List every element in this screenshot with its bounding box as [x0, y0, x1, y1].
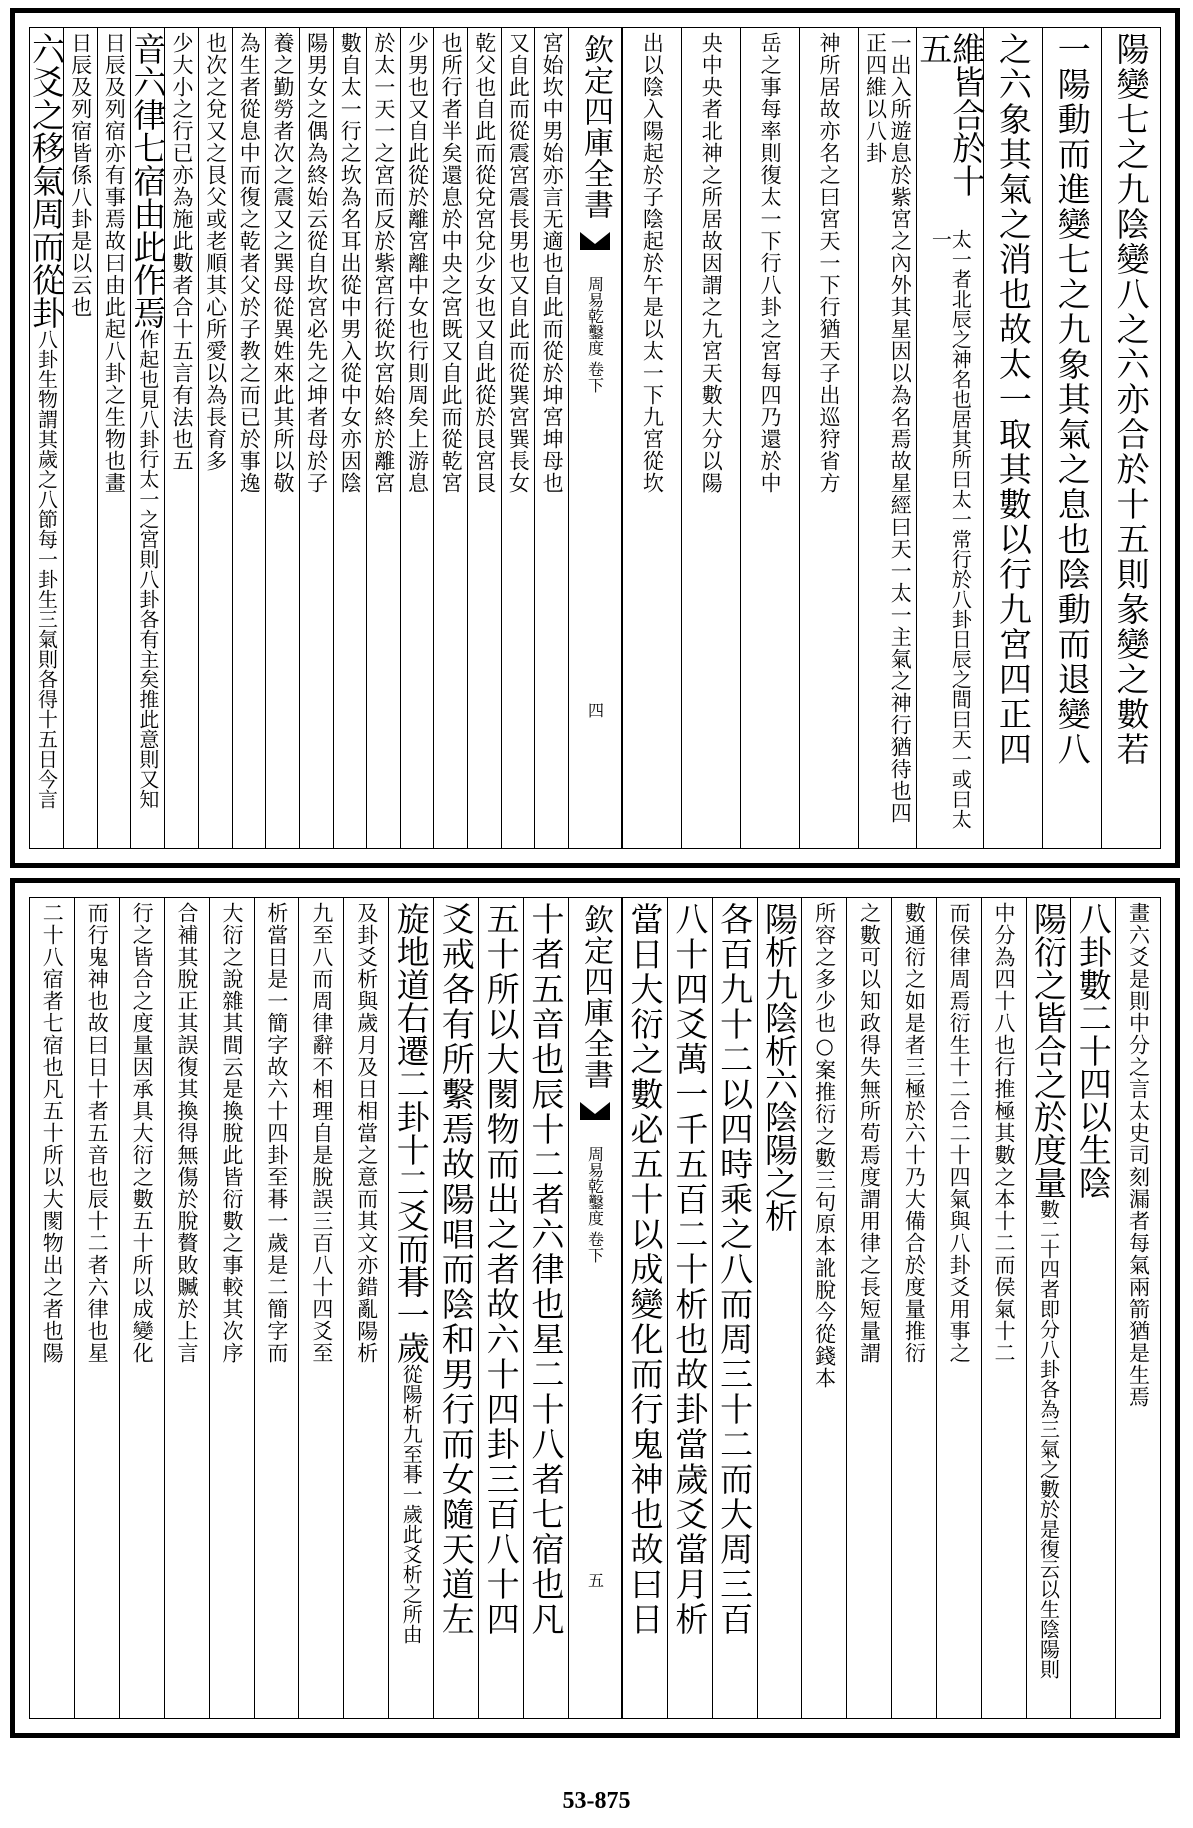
center-margin [568, 28, 622, 848]
text-column: 乾父也自此而從兌宮兌少女也又自此從於艮宮艮 [467, 28, 501, 848]
page-footer-number: 53-875 [562, 1788, 631, 1814]
page-frame [29, 897, 1161, 1719]
main-text: 陽衍之皆合之於度量 [1028, 902, 1068, 1199]
text-column: 五十所以大閡物而出之者故六十四卦三百八十四 [478, 898, 523, 1718]
left-half [30, 898, 568, 1718]
text-column: 央中央者北神之所居故因謂之九宮天數大分以陽 [681, 28, 740, 848]
text-column: 之六象其氣之消也故太一取其數以行九宮四正四 [983, 28, 1042, 848]
text-column: 少大小之行已亦為施此數者合十五言有法也五 [164, 28, 198, 848]
text-column [128, 28, 168, 848]
text-column: 而侯律周焉衍生十二合二十四氣與八卦爻用事之 [936, 898, 981, 1718]
text-column: 出以陰入陽起於子陰起於午是以太一下九宮從坎 [622, 28, 681, 848]
chapter-title: 周易乾鑿度 卷下 [585, 276, 605, 394]
text-column: 及卦爻析與歲月及日相當之意而其文亦錯亂陽析 [343, 898, 388, 1718]
page-frame [29, 27, 1161, 849]
text-column [1026, 898, 1071, 1718]
text-column: 宮始坎中男始亦言无適也自此而從於坤宮坤母也 [534, 28, 568, 848]
text-column: 也次之兌又之艮父或老順其心所愛以為長育多 [198, 28, 232, 848]
text-column [1070, 898, 1115, 1718]
fish-tail-mark-icon [580, 232, 610, 250]
text-column: 陽變七之九陰變八之六亦合於十五則彖變之數若 [1101, 28, 1160, 848]
text-column: 日辰及列宿亦有事焉故曰由此起八卦之生物也畫 [97, 28, 131, 848]
commentary-text: 從陽析九至朞一歲此爻析之所由 [399, 1364, 424, 1644]
main-text: 陽析九陰析六陰陽之析 [759, 902, 799, 1232]
text-column: 又自此而從震宮震長男也又自此而從巽宮巽長女 [501, 28, 535, 848]
text-column: 神所居故亦名之曰宮天一下行猶天子出巡狩省方 [799, 28, 858, 848]
text-column: 少男也又自此從於離宮離中女也行則周矣上游息 [400, 28, 434, 848]
commentary-text: 數二十四者即分八卦各為三氣之數於是復云以生陰陽則 [1036, 1199, 1061, 1679]
text-column: 而行鬼神也故曰日十者五音也辰十二者六律也星 [74, 898, 119, 1718]
text-column: 之數可以知政得失無所苟焉度謂用律之長短量謂 [846, 898, 891, 1718]
text-column: 數通衍之如是者三極於六十乃大備合於度量推衍 [891, 898, 936, 1718]
text-column: 養之勤勞者次之震又之巽母從異姓來此其所以敬 [265, 28, 299, 848]
text-column: 於太一天一之宮而反於紫宮行從坎宮始終於離宮 [366, 28, 400, 848]
page-number: 五 [585, 1572, 605, 1588]
commentary-text: 八卦生物謂其歲之八節每一卦生三氣則各得十五日今言 [34, 329, 59, 809]
text-column: 合補其脫正其誤復其換得無傷於脫贅敗贓於上言 [164, 898, 209, 1718]
page-bottom [10, 878, 1180, 1738]
book-title: 欽定四庫全書 [578, 34, 613, 220]
main-text: 六爻之移氣周而從卦 [27, 32, 67, 329]
text-column: 日辰及列宿皆係八卦是以云也 [63, 28, 97, 848]
text-column: 九至八而周律辭不相理自是脫誤三百八十四爻至 [298, 898, 343, 1718]
text-column: 爻戒各有所繫焉故陽唱而陰和男行而女隨天道左 [433, 898, 478, 1718]
text-column [388, 898, 433, 1718]
page-number: 四 [585, 702, 605, 718]
text-column: 中分為四十八也行推極其數之本十二而侯氣十二 [981, 898, 1026, 1718]
main-text: 八卦數二十四以生陰 [1073, 902, 1113, 1199]
commentary-text: 作起也見八卦行太一之宮則八卦各有主矣推此意則又知 [135, 329, 160, 809]
text-column: 大衍之說雜其間云是換脫此皆衍數之事較其次序 [209, 898, 254, 1718]
text-column: 數自太一行之坎為名耳出從中男入從中女亦因陰 [333, 28, 367, 848]
center-margin [568, 898, 622, 1718]
left-half [27, 28, 568, 848]
text-column: 陽男女之偶為終始云從自坎宮必先之坤者母於子 [299, 28, 333, 848]
text-column: 所容之多少也○案推衍之數三句原本訛脫今從錢本 [801, 898, 846, 1718]
text-column: 八十四爻萬一千五百二十析也故卦當歲爻當月析 [667, 898, 712, 1718]
text-column: 當日大衍之數必五十以成變化而行鬼神也故曰日 [622, 898, 667, 1718]
text-column: 一陽動而進變七之九象其氣之息也陰動而退變八 [1042, 28, 1101, 848]
text-column: 各百九十二以四時乘之八而周三十二而大周三百 [712, 898, 757, 1718]
page-top [10, 8, 1180, 868]
text-column: 畫六爻是則中分之言太史司刻漏者每氣兩箭猶是生焉 [1115, 898, 1160, 1718]
right-half [622, 28, 1160, 848]
right-half [622, 898, 1160, 1718]
text-column [757, 898, 802, 1718]
text-column: 岳之事每率則復太一下行八卦之宮每四乃還於中 [740, 28, 799, 848]
text-column: 一出入所遊息於紫宮之內外其星因以為名焉故星經曰天一太一主氣之神行猶待也四正四維以八卦 [858, 28, 917, 848]
commentary-text: 太一者北辰之神名也居其所曰太一常行於八卦日辰之間曰天一或曰太一 [928, 228, 973, 829]
text-column: 二十八宿者七宿也凡五十所以大閡物出之者也陽 [40, 902, 65, 1364]
text-column: 也所行者半矣還息於中央之宮既又自此而從乾宮 [433, 28, 467, 848]
main-text: 旋地道右遷二卦十二爻而朞一歲 [391, 902, 431, 1364]
text-column [27, 28, 67, 848]
text-column: 析當日是一簡字故六十四卦至朞一歲是二簡字而 [254, 898, 299, 1718]
main-text: 維皆合於十五 [914, 32, 987, 197]
main-text: 音六律七宿由此作焉 [128, 32, 168, 329]
book-title: 欽定四庫全書 [578, 904, 613, 1090]
text-column [914, 28, 987, 848]
text-column: 行之皆合之度量因承具大衍之數五十所以成變化 [119, 898, 164, 1718]
text-column: 十者五音也辰十二者六律也星二十八者七宿也凡 [523, 898, 568, 1718]
chapter-title: 周易乾鑿度 卷下 [585, 1146, 605, 1264]
fish-tail-mark-icon [580, 1102, 610, 1120]
text-column: 為生者從息中而復之乾者父於子教之而已於事逸 [232, 28, 266, 848]
